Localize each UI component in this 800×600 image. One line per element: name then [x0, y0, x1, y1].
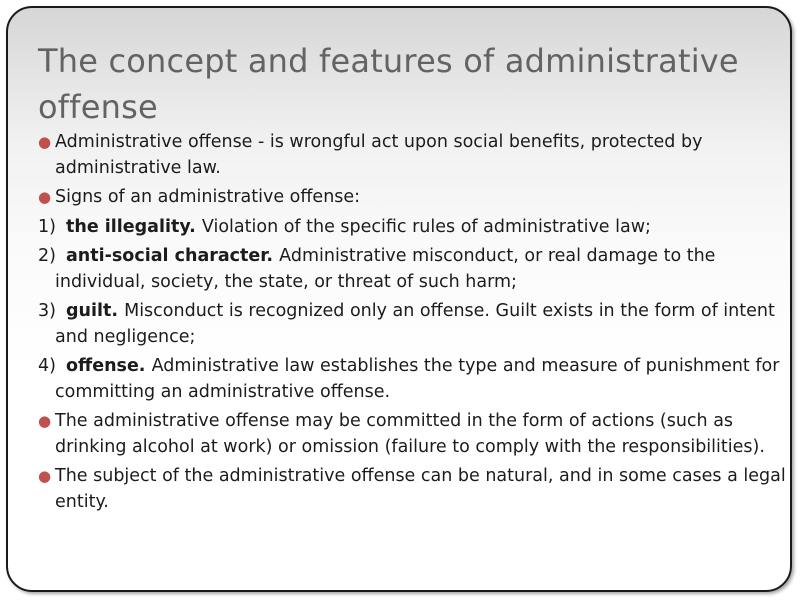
item-text: Administrative law establishes the type and measure of punishment for committing an administrative offense. [55, 356, 780, 402]
bullet-icon: ● [38, 188, 52, 206]
item-number: 2) [38, 246, 56, 266]
numbered-item-illegality [38, 215, 793, 241]
slide-title: The concept and features of administrative offense [38, 42, 739, 126]
bullet-item-definition [38, 130, 793, 181]
slide-frame [6, 6, 792, 592]
item-number: 1) [38, 216, 56, 237]
item-text: Misconduct is recognized only an offense. Guilt exists in the form of intent and negligence; [55, 301, 775, 347]
numbered-item-anti-social [38, 244, 793, 295]
numbered-item-offense [38, 354, 793, 405]
item-term: anti-social character. [66, 246, 280, 266]
slide-content [38, 130, 793, 519]
item-term: offense. [66, 356, 152, 376]
bullet-icon: ● [38, 412, 52, 430]
bullet-text: Administrative offense - is wrongful act upon social benefits, protected by administrative law. [55, 132, 703, 178]
item-term: the illegality. [66, 216, 202, 237]
item-text: Violation of the specific rules of administrative law; [201, 216, 651, 237]
item-text: Administrative misconduct, or real damage to the individual, society, the state, or threat of such harm; [55, 246, 716, 292]
bullet-text: The subject of the administrative offense can be natural, and in some cases a legal entity. [55, 466, 786, 512]
bullet-text: Signs of an administrative offense: [55, 187, 361, 207]
bullet-icon: ● [38, 133, 52, 151]
bullet-item-forms [38, 409, 793, 460]
bullet-text: The administrative offense may be committed in the form of actions (such as drinking alcohol at work) or omission (failure to comply with the responsibilities). [55, 411, 765, 457]
item-term: guilt. [66, 301, 125, 321]
bullet-icon: ● [38, 467, 52, 485]
item-number: 4) [38, 356, 56, 376]
bullet-item-subject [38, 464, 793, 515]
bullet-item-signs [38, 185, 793, 211]
numbered-item-guilt [38, 299, 793, 350]
item-number: 3) [38, 301, 56, 321]
